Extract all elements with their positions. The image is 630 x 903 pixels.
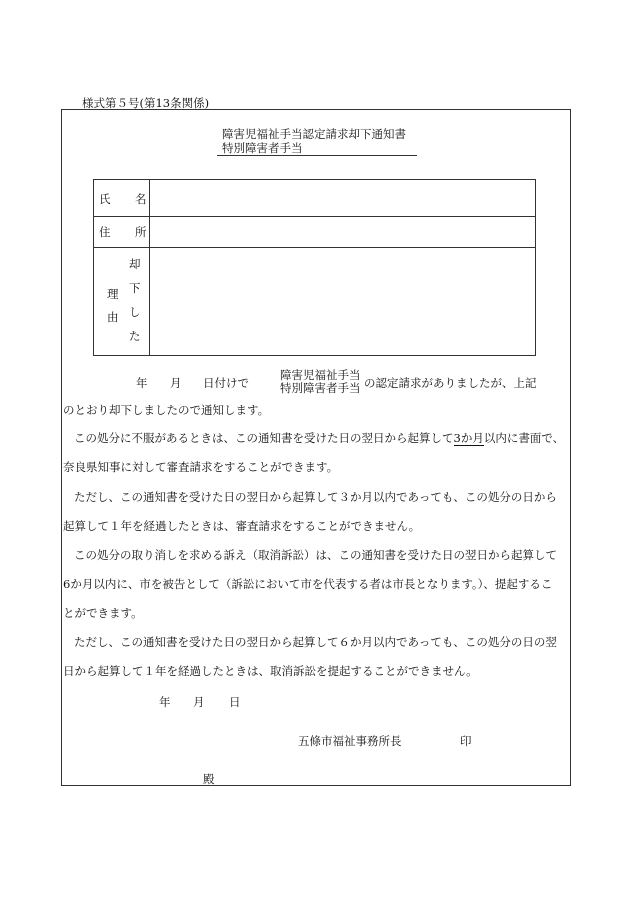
reason-field[interactable] [151,249,533,354]
allowance-option-2: 特別障害者手当 [280,381,361,395]
lawsuit-paragraph-line3: とができます。 [63,606,143,620]
date-month-label: 月 [170,376,182,390]
address-field[interactable] [151,218,533,246]
notice-sentence-line2: のとおり却下しましたので通知します。 [63,403,270,417]
reason-label-char2: 由 [107,310,119,324]
address-label-char2: 所 [135,225,147,239]
issue-month-label: 月 [193,695,205,709]
lawsuit-limit-line1: ただし、この通知書を受けた日の翌日から起算して６か月以内であっても、この処分の日の翌 [74,635,557,649]
issue-year-label: 年 [159,695,171,709]
appeal-text-a: この処分に不服があるときは、この通知書を受けた日の翌日から起算して [74,431,454,445]
recipient-info-table [93,179,536,356]
appeal-limit-line1: ただし、この通知書を受けた日の翌日から起算して３か月以内であっても、この処分の日から [74,490,557,504]
lawsuit-paragraph-line2: 6か月以内に、市を被告として（訴訟において市を代表する者は市長となります。）、提起するこ [63,577,553,591]
notice-sentence-end: の認定請求がありましたが、上記 [364,376,537,390]
row-divider-1 [94,216,535,217]
lawsuit-limit-line2: 日から起算して１年を経過したときは、取消訴訟を提起することができません。 [63,664,478,678]
allowance-option-1: 障害児福祉手当 [280,368,361,382]
reason-char-4: た [129,329,141,343]
appeal-text-b: 以内に書面で、 [483,431,565,445]
date-year-label: 年 [136,376,148,390]
seal-mark: 印 [460,734,472,748]
reason-char-3: し [129,305,141,319]
addressee-suffix: 殿 [203,772,215,786]
label-column-divider [149,180,150,355]
title-line-1: 障害児福祉手当認定請求却下通知書 [222,127,406,141]
lawsuit-paragraph-line1: この処分の取り消しを求める訴え（取消訴訟）は、この通知書を受けた日の翌日から起算して [74,548,557,562]
reason-char-2: 下 [129,281,141,295]
form-number: 様式第５号(第13条関係) [82,96,210,110]
name-label-char1: 氏 [99,192,111,206]
issue-day-label: 日 [229,695,241,709]
document-title [222,127,406,155]
reason-char-1: 却 [129,257,141,271]
row-divider-2 [94,247,535,248]
address-label-char1: 住 [99,225,111,239]
title-underline [217,155,417,156]
title-line-2: 特別障害者手当 [222,141,303,155]
reason-label-char1: 理 [107,287,119,301]
date-dated-label: 日付けで [203,376,249,390]
name-field[interactable] [151,181,533,215]
appeal-paragraph-line2: 奈良県知事に対して審査請求をすることができます。 [63,460,339,474]
appeal-limit-line2: 起算して１年を経過したときは、審査請求をすることができません。 [63,519,421,533]
allowance-options [280,369,361,395]
appeal-period-underlined: 3か月 [453,431,484,445]
appeal-paragraph-line1 [74,430,584,446]
name-label-char2: 名 [135,192,147,206]
issuer-name: 五條市福祉事務所長 [298,734,402,748]
